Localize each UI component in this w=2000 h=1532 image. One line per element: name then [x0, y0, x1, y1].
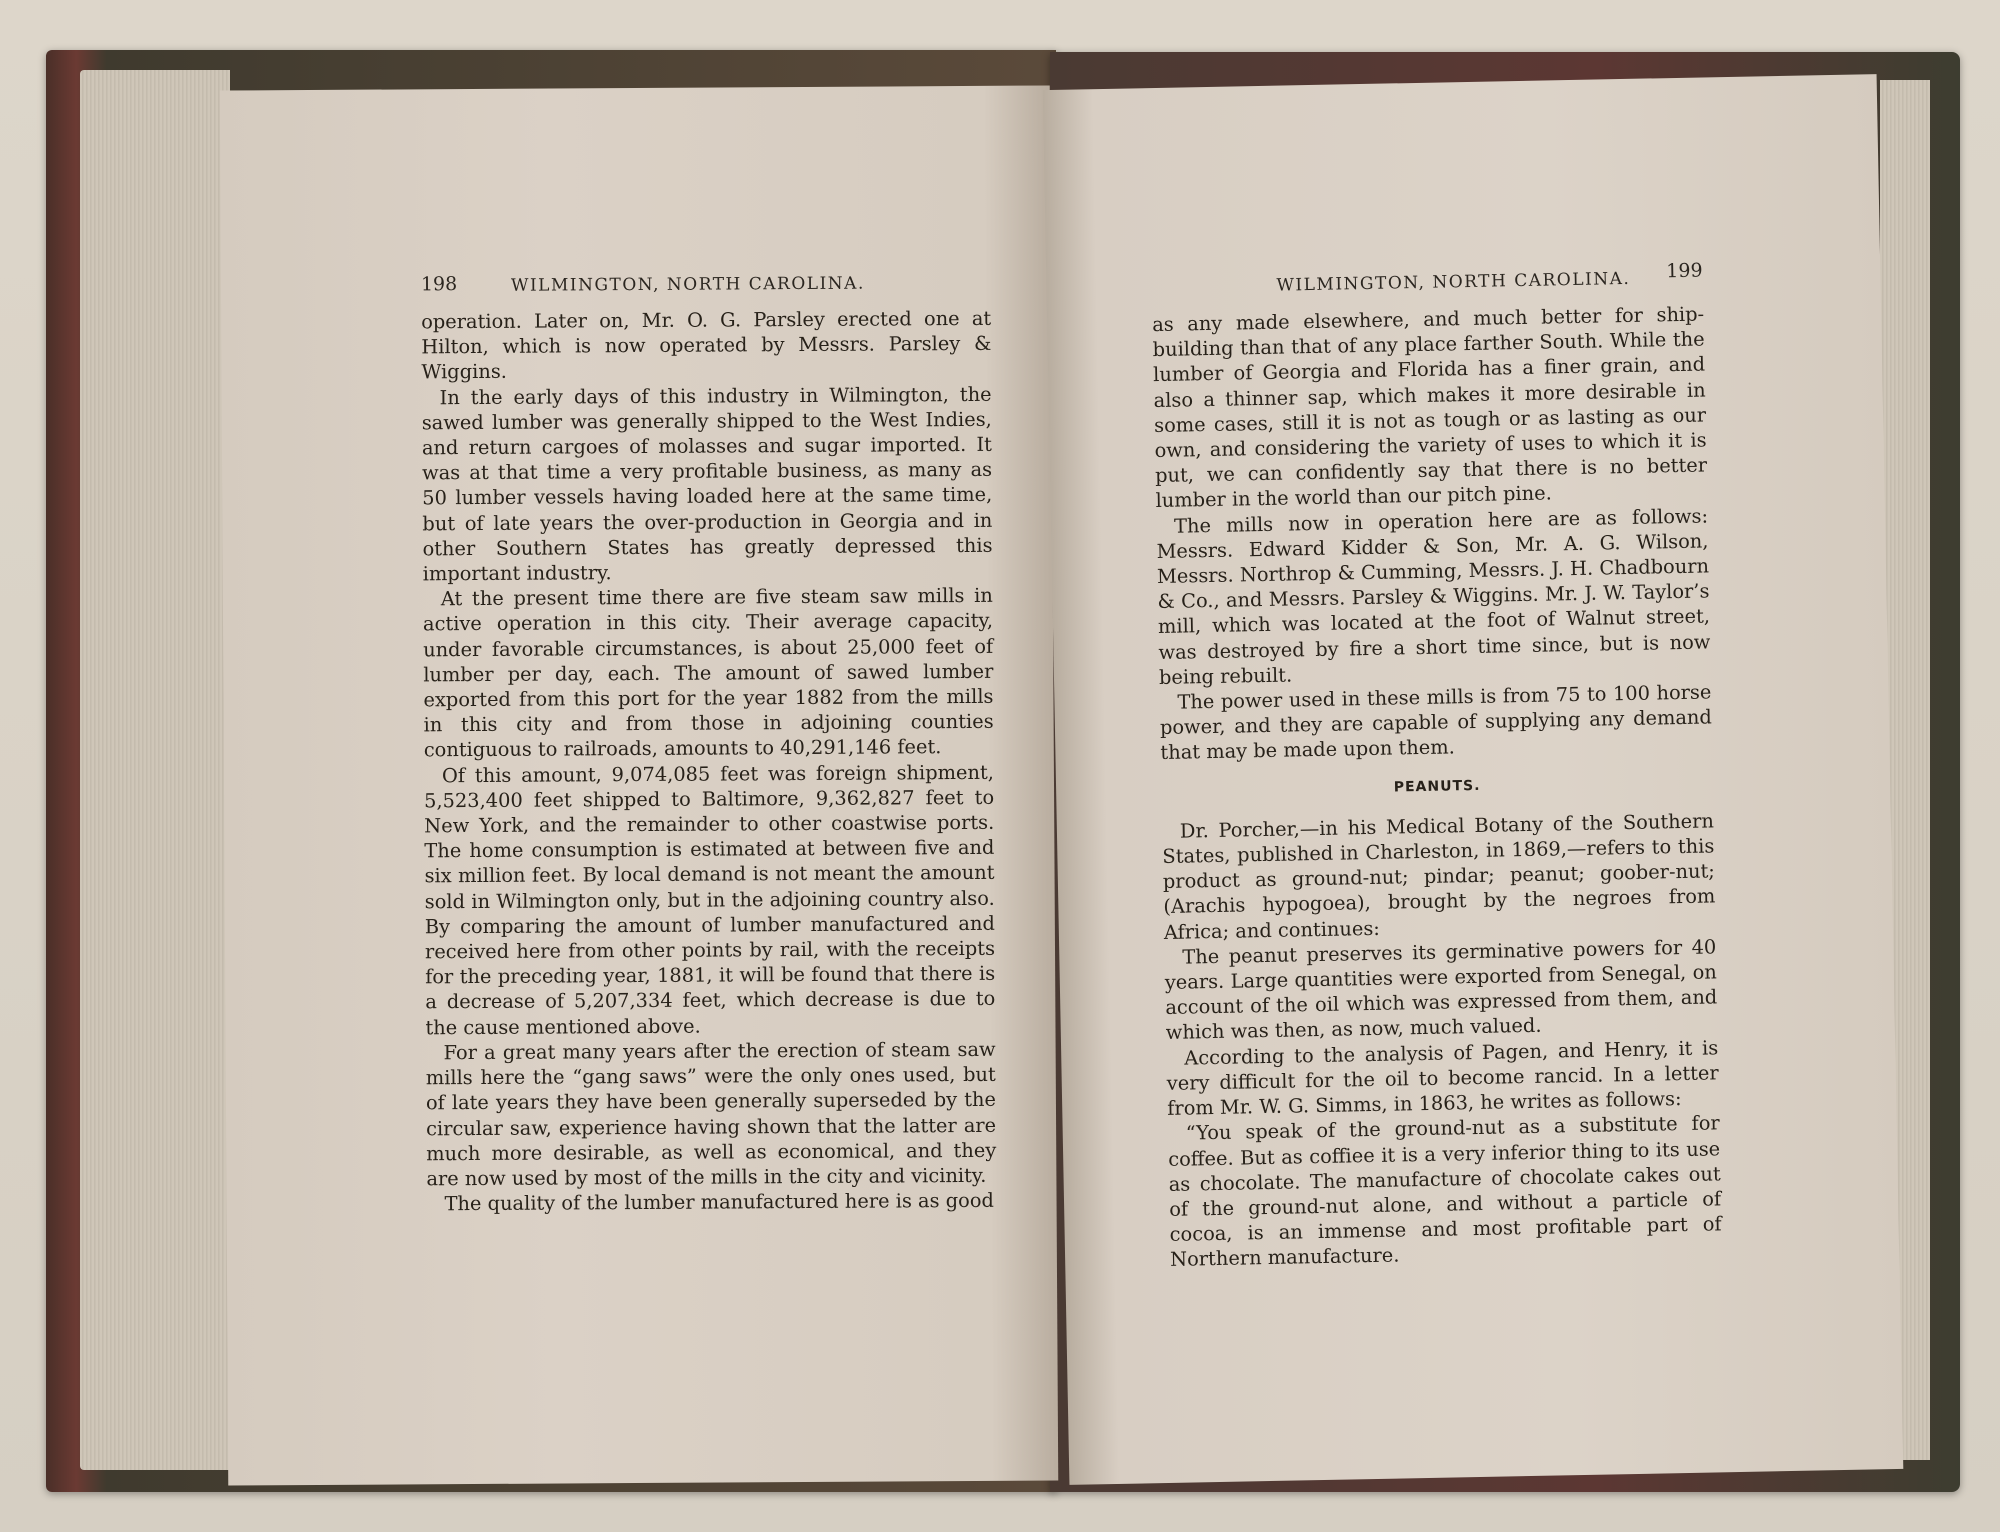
paragraph: For a great many years after the erection of steam saw mills here the “gang saws” were the only ones used, but of late years they have been generally superseded by the circular saw, experience having shown that the latter are much more desirable, as well as economical, and they are now used by most of the mills in the city and vicinity. [425, 1037, 997, 1191]
left-page-text [421, 306, 997, 1217]
running-head: WILMINGTON, NORTH CAROLINA. [510, 273, 865, 296]
paragraph: The quality of the lumber manufactured here is as good [444, 1188, 994, 1216]
section-heading: PEANUTS. [1393, 777, 1481, 796]
paragraph: The mills now in operation here are as follows: Messrs. Edward Kidder & Son, Mr. A. G. Wilson, Messrs. Northrop & Cumming, Messrs. J. H. Chadbourn & Co., and Messrs. Parsley & Wiggins. Mr. J. W. Taylor’s mill, which was located at the foot of Walnut street, was destroyed by fire a short time since, but is now being rebuilt. [1156, 504, 1711, 689]
paragraph: The peanut preserves its germinative powers for 40 years. Large quantities were exported from Senegal, on account of the oil which was expressed from them, and which was then, as now, much valued. [1164, 935, 1718, 1045]
paragraph: as any made elsewhere, and much better for ship-building than that of any place farther South. While the lumber of Georgia and Florida has a finer grain, and also a thinner sap, which makes it more desirable in some cases, still it is not as tough or as lasting as our own, and considering the variety of uses to which it is put, we can confidently say that there is no better lumber in the world than our pitch pine. [1151, 302, 1708, 513]
page-number: 198 [420, 273, 458, 296]
paragraph: “You speak of the ground-nut as a substitute for coffee. But as coffiee it is a very inferior thing to its use as chocolate. The manufacture of chocolate cakes out of the ground-nut alone, and without a particle of cocoa, is an immense and most profitable part of Northern manufacture. [1168, 1111, 1722, 1272]
page-number: 199 [1666, 259, 1703, 283]
paragraph: Of this amount, 9,074,085 feet was foreign shipment, 5,523,400 feet shipped to Baltimore, 9,362,827 feet to New York, and the remainder to other coastwise ports. The home consumption is estimated at between five and six million feet. By local demand is not meant the amount sold in Wilmington only, but in the adjoining country also. By comparing the amount of lumber manufactured and received here from other points by rail, with the receipts for the preceding year, 1881, it will be found that there is a decrease of 5,207,334 feet, which decrease is due to the cause mentioned above. [424, 760, 996, 1039]
running-head: WILMINGTON, NORTH CAROLINA. [1276, 268, 1631, 296]
paragraph: In the early days of this industry in Wilmington, the sawed lumber was generally shipped to the West Indies, and return cargoes of molasses and sugar imported. It was at that time a very profitable business, as many as 50 lumber vessels having loaded here at the same time, but of late years the over-production in Georgia and in other Southern States has greatly depressed this important industry. [421, 382, 993, 586]
page-stack-left [80, 70, 230, 1470]
right-page [1043, 74, 1904, 1485]
paragraph: operation. Later on, Mr. O. G. Parsley erected one at Hilton, which is now operated by Messrs. Parsley & Wiggins. [421, 306, 992, 384]
paragraph: According to the analysis of Pagen, and Henry, it is very difficult for the oil to become rancid. In a letter from Mr. W. G. Simms, in 1863, he writes as follows: [1166, 1036, 1719, 1121]
paragraph: Dr. Porcher,—in his Medical Botany of the Southern States, published in Charleston, in 1869,—refers to this product as ground-nut; pindar; peanut; goober-nut; (Arachis hypogoea), brought by the negroes from Africa; and continues: [1162, 809, 1716, 944]
left-page [220, 85, 1059, 1485]
right-page-text [1152, 301, 1722, 1272]
paragraph: The power used in these mills is from 75 to 100 horse power, and they are capable of supplying any demand that may be made upon them. [1159, 680, 1713, 765]
paragraph: At the present time there are five steam saw mills in active operation in this city. Their average capacity, under favorable circumstances, is about 25,000 feet of lumber per day, each. The amount of sawed lumber exported from this port for the year 1882 from the mills in this city and from those in adjoining counties contiguous to railroads, amounts to 40,291,146 feet. [422, 584, 994, 762]
